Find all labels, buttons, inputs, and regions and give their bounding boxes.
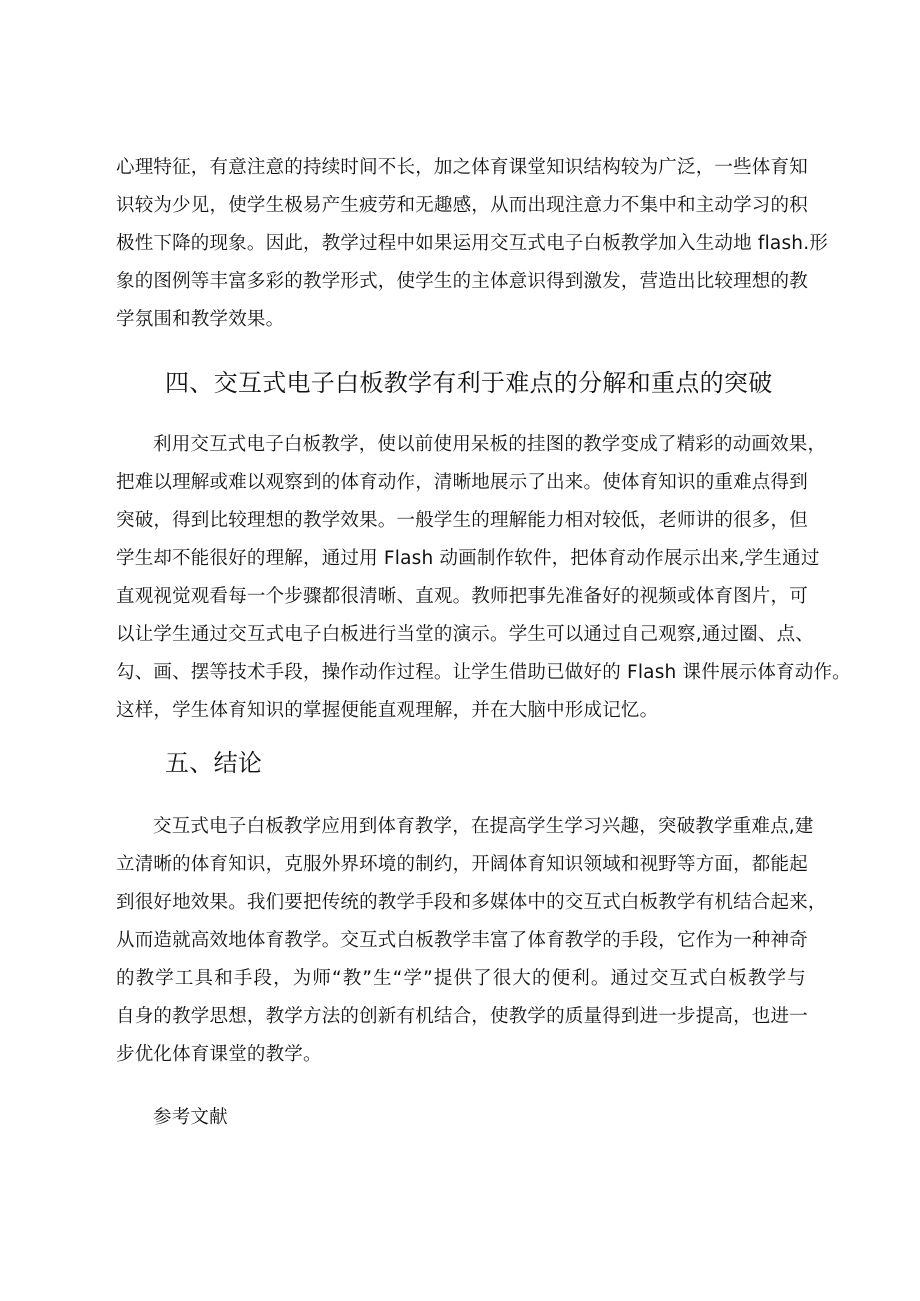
references-heading: 参考文献: [153, 1107, 228, 1128]
paragraph-line: 心理特征，有意注意的持续时间不长，加之体育课堂知识结构较为广泛，一些体育知: [116, 157, 808, 178]
paragraph-line: 自身的教学思想，教学方法的创新有机结合，使教学的质量得到进一步提高，也进一: [116, 1006, 808, 1027]
paragraph-line: 极性下降的现象。因此，教学过程中如果运用交互式电子白板教学加入生动地 flash.形: [116, 233, 829, 254]
paragraph-line: 把难以理解或难以观察到的体育动作，清晰地展示了出来。使体育知识的重难点得到: [116, 472, 808, 493]
section-heading: 四、交互式电子白板教学有利于难点的分解和重点的突破: [165, 369, 773, 397]
paragraph-line: 象的图例等丰富多彩的教学形式，使学生的主体意识得到激发，营造出比较理想的教: [116, 271, 808, 292]
paragraph-line: 交互式电子白板教学应用到体育教学，在提高学生学习兴趣，突破教学重难点,建: [153, 816, 814, 837]
paragraph-line: 从而造就高效地体育教学。交互式白板教学丰富了体育教学的手段，它作为一种神奇: [116, 930, 808, 951]
paragraph-line: 立清晰的体育知识，克服外界环境的制约，开阔体育知识领域和视野等方面，都能起: [116, 854, 808, 875]
paragraph-line: 勾、画、摆等技术手段，操作动作过程。让学生借助已做好的 Flash 课件展示体育动作。: [116, 662, 851, 683]
paragraph-line: 识较为少见，使学生极易产生疲劳和无趣感，从而出现注意力不集中和主动学习的积: [116, 195, 808, 216]
paragraph-line: 步优化体育课堂的教学。: [116, 1044, 322, 1065]
paragraph-line: 学生却不能很好的理解，通过用 Flash 动画制作软件，把体育动作展示出来,学生通过: [116, 548, 820, 569]
paragraph-line: 这样，学生体育知识的掌握便能直观理解，并在大脑中形成记忆。: [116, 700, 659, 721]
paragraph-line: 以让学生通过交互式电子白板进行当堂的演示。学生可以通过自己观察,通过圈、点、: [116, 624, 814, 645]
section-heading: 五、结论: [165, 749, 263, 777]
paragraph-line: 利用交互式电子白板教学，使以前使用呆板的挂图的教学变成了精彩的动画效果，: [153, 434, 827, 455]
paragraph-line: 突破，得到比较理想的教学效果。一般学生的理解能力相对较低，老师讲的很多，但: [116, 510, 808, 531]
paragraph-line: 学氛围和教学效果。: [116, 309, 285, 330]
paragraph-line: 到很好地效果。我们要把传统的教学手段和多媒体中的交互式白板教学有机结合起来，: [116, 892, 827, 913]
paragraph-line: 直观视觉观看每一个步骤都很清晰、直观。教师把事先准备好的视频或体育图片，可: [116, 586, 808, 607]
paragraph-line: 的教学工具和手段，为师“教”生“学”提供了很大的便利。通过交互式白板教学与: [116, 968, 806, 989]
